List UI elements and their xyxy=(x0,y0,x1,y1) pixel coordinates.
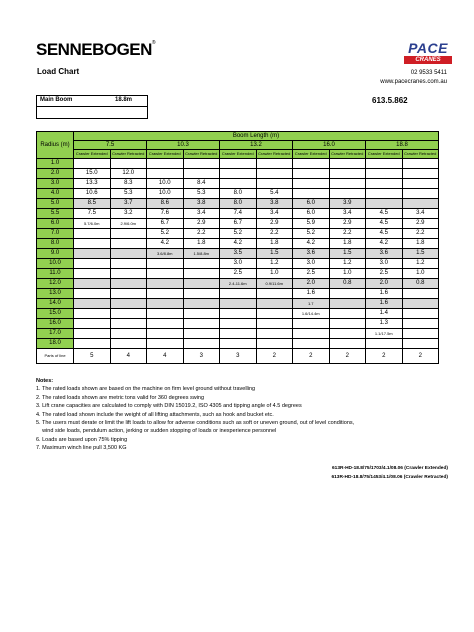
load-cell: 1.8 xyxy=(183,239,220,249)
boom-length-0: 7.5 xyxy=(74,141,147,150)
load-cell: 6.7 xyxy=(220,219,257,229)
load-cell: 4.2 xyxy=(293,239,330,249)
load-cell xyxy=(366,169,403,179)
load-cell: 5.9 xyxy=(293,219,330,229)
table-row xyxy=(37,319,439,329)
load-cell xyxy=(256,289,293,299)
load-cell: 13.3 xyxy=(74,179,111,189)
load-cell xyxy=(110,269,147,279)
load-cell: 3.4 xyxy=(329,209,366,219)
radius-value: 13.0 xyxy=(37,289,74,299)
table-row xyxy=(37,289,439,299)
table-row xyxy=(37,269,439,279)
radius-value: 6.0 xyxy=(37,219,74,229)
load-cell xyxy=(110,299,147,309)
load-cell xyxy=(402,159,439,169)
load-cell xyxy=(329,179,366,189)
load-cell xyxy=(147,159,184,169)
radius-value: 15.0 xyxy=(37,309,74,319)
load-cell xyxy=(220,339,257,349)
load-cell: 2.9/6.0m xyxy=(110,219,147,229)
parts-of-line-value: 5 xyxy=(74,349,111,364)
parts-of-line-value: 2 xyxy=(366,349,403,364)
chart-codes xyxy=(331,465,448,482)
load-cell: 3.0 xyxy=(366,259,403,269)
doc-title: Load Chart xyxy=(37,67,80,76)
load-cell xyxy=(402,319,439,329)
notes-list xyxy=(36,385,446,452)
load-cell xyxy=(293,159,330,169)
boom-length-3: 16.0 xyxy=(293,141,366,150)
load-cell: 0.9/11.6m xyxy=(256,279,293,289)
load-cell xyxy=(183,269,220,279)
load-cell: 2.2 xyxy=(183,229,220,239)
load-cell xyxy=(147,299,184,309)
load-cell xyxy=(74,299,111,309)
load-cell xyxy=(110,279,147,289)
load-cell: 3.4 xyxy=(256,209,293,219)
code-crawler-retracted: 613R-HD-18.8/75/1453/4.1/08.06 (Crawler Retracted) xyxy=(331,474,448,480)
load-cell xyxy=(366,189,403,199)
load-cell: 1.5 xyxy=(329,249,366,259)
note-item: 7. Maximum winch line pull 3,500 KG xyxy=(36,445,127,452)
load-cell: 10.0 xyxy=(147,189,184,199)
load-cell: 7.4 xyxy=(220,209,257,219)
crawler-retracted-label: Crawler Retracted xyxy=(329,150,366,159)
radius-value: 8.0 xyxy=(37,239,74,249)
load-cell xyxy=(220,309,257,319)
parts-of-line-value: 2 xyxy=(402,349,439,364)
load-cell: 1.6 xyxy=(293,289,330,299)
load-cell: 1.2 xyxy=(402,259,439,269)
load-cell xyxy=(329,309,366,319)
load-cell xyxy=(110,309,147,319)
note-item: 5. The users must derate or limit the lift loads to allow for adverse conditions such as soft or uneven ground, out of level conditions, xyxy=(36,420,355,427)
load-cell: 2.4-11.6m xyxy=(220,279,257,289)
load-cell xyxy=(329,339,366,349)
load-cell: 1.2 xyxy=(329,259,366,269)
load-cell: 8.4 xyxy=(183,179,220,189)
load-cell: 4.2 xyxy=(220,239,257,249)
load-cell xyxy=(183,299,220,309)
load-cell: 6.7 xyxy=(147,219,184,229)
boom-info-box xyxy=(36,95,148,119)
radius-value: 5.0 xyxy=(37,199,74,209)
radius-value: 14.0 xyxy=(37,299,74,309)
load-cell: 3.8 xyxy=(256,199,293,209)
load-cell: 2.5 xyxy=(366,269,403,279)
load-cell xyxy=(183,339,220,349)
table-row xyxy=(37,199,439,209)
radius-value: 1.0 xyxy=(37,159,74,169)
note-item: 4. The rated load shown include the weight of all lifting attachments, such as hook and bucket etc. xyxy=(36,411,274,418)
parts-of-line-value: 2 xyxy=(329,349,366,364)
load-cell xyxy=(220,329,257,339)
load-cell: 1.4 xyxy=(366,309,403,319)
boom-length-4: 18.8 xyxy=(366,141,439,150)
load-cell xyxy=(220,319,257,329)
load-cell xyxy=(402,289,439,299)
load-cell: 8.5 xyxy=(74,199,111,209)
load-cell: 1.0 xyxy=(256,269,293,279)
load-cell: 6.0 xyxy=(293,209,330,219)
website-link[interactable]: www.pacecranes.com.au xyxy=(380,79,447,85)
load-cell: 1.6 xyxy=(366,289,403,299)
load-cell xyxy=(220,159,257,169)
load-cell: 4.5 xyxy=(366,209,403,219)
parts-of-line-value: 4 xyxy=(110,349,147,364)
code-crawler-extended: 613R-HD-18.8/75/1703/4.1/08.06 (Crawler Extended) xyxy=(332,466,448,471)
load-cell xyxy=(220,299,257,309)
load-cell: 10.6 xyxy=(74,189,111,199)
radius-value: 7.0 xyxy=(37,229,74,239)
table-row xyxy=(37,339,439,349)
table-row xyxy=(37,249,439,259)
load-cell xyxy=(293,179,330,189)
radius-value: 3.0 xyxy=(37,179,74,189)
pace-logo-text: PACE xyxy=(408,40,448,56)
load-cell xyxy=(256,339,293,349)
parts-of-line-value: 2 xyxy=(293,349,330,364)
table-row xyxy=(37,169,439,179)
load-cell: 3.9 xyxy=(329,199,366,209)
load-cell xyxy=(147,259,184,269)
load-cell xyxy=(402,179,439,189)
load-cell: 3.2 xyxy=(110,209,147,219)
load-cell xyxy=(402,189,439,199)
load-cell xyxy=(110,259,147,269)
load-cell xyxy=(329,299,366,309)
table-row xyxy=(37,259,439,269)
table-row xyxy=(37,159,439,169)
load-chart-table xyxy=(36,131,439,364)
load-cell: 5.3 xyxy=(183,189,220,199)
load-cell xyxy=(366,159,403,169)
load-cell xyxy=(74,279,111,289)
load-cell: 5.7/6.0m xyxy=(74,219,111,229)
load-cell xyxy=(110,159,147,169)
note-item: wind side loads, pendulum action, jerking or sudden stopping of loads or inexperience personnel xyxy=(36,428,277,435)
load-cell xyxy=(147,289,184,299)
load-cell xyxy=(256,329,293,339)
radius-value: 4.0 xyxy=(37,189,74,199)
load-cell xyxy=(110,329,147,339)
notes-section xyxy=(36,377,446,453)
parts-of-line-label: Parts of line xyxy=(37,349,74,364)
radius-value: 16.0 xyxy=(37,319,74,329)
radius-value: 11.0 xyxy=(37,269,74,279)
load-cell xyxy=(74,259,111,269)
load-cell: 3.5 xyxy=(220,249,257,259)
table-row xyxy=(37,239,439,249)
crawler-extended-label: Crawler Extended xyxy=(220,150,257,159)
phone-number: 02 9533 5411 xyxy=(410,70,447,76)
cranes-logo-text: CRANES xyxy=(404,56,452,64)
radius-value: 9.0 xyxy=(37,249,74,259)
load-cell: 1.7 xyxy=(293,299,330,309)
load-cell: 1.8 xyxy=(402,239,439,249)
load-cell xyxy=(147,169,184,179)
load-cell: 4.2 xyxy=(366,239,403,249)
load-cell: 5.4 xyxy=(256,189,293,199)
load-cell xyxy=(256,179,293,189)
load-cell: 2.9 xyxy=(256,219,293,229)
load-cell: 2.2 xyxy=(329,229,366,239)
load-cell xyxy=(256,159,293,169)
load-cell xyxy=(74,339,111,349)
table-row xyxy=(37,279,439,289)
crawler-extended-label: Crawler Extended xyxy=(366,150,403,159)
load-cell: 7.5 xyxy=(74,209,111,219)
radius-value: 12.0 xyxy=(37,279,74,289)
load-cell xyxy=(329,289,366,299)
crawler-extended-label: Crawler Extended xyxy=(293,150,330,159)
load-cell: 5.2 xyxy=(147,229,184,239)
load-cell: 2.9 xyxy=(183,219,220,229)
load-cell xyxy=(402,309,439,319)
load-cell xyxy=(147,329,184,339)
load-cell xyxy=(183,259,220,269)
load-cell xyxy=(183,279,220,289)
load-cell: 5.2 xyxy=(220,229,257,239)
load-cell xyxy=(110,239,147,249)
table-row xyxy=(37,299,439,309)
parts-of-line-value: 3 xyxy=(183,349,220,364)
table-row xyxy=(37,179,439,189)
load-cell xyxy=(183,159,220,169)
table-row xyxy=(37,209,439,219)
load-cell xyxy=(74,159,111,169)
table-row xyxy=(37,309,439,319)
radius-header: Radius (m) xyxy=(37,132,74,159)
load-cell xyxy=(183,329,220,339)
load-cell xyxy=(256,299,293,309)
load-cell xyxy=(74,309,111,319)
load-cell: 12.0 xyxy=(110,169,147,179)
load-cell xyxy=(110,339,147,349)
load-cell: 1.8 xyxy=(256,239,293,249)
load-cell xyxy=(74,329,111,339)
load-cell: 2.0 xyxy=(293,279,330,289)
load-cell xyxy=(366,339,403,349)
load-cell: 3.7 xyxy=(110,199,147,209)
note-item: 1. The rated loads shown are based on the machine on firm level ground without travelling xyxy=(36,386,256,393)
load-cell: 4.5 xyxy=(366,229,403,239)
crawler-retracted-label: Crawler Retracted xyxy=(402,150,439,159)
parts-of-line-value: 3 xyxy=(220,349,257,364)
boom-length-2: 13.2 xyxy=(220,141,293,150)
load-cell xyxy=(183,289,220,299)
load-cell xyxy=(74,289,111,299)
load-cell: 3.0 xyxy=(293,259,330,269)
notes-title: Notes: xyxy=(36,378,54,384)
load-cell xyxy=(293,329,330,339)
load-cell: 2.2 xyxy=(256,229,293,239)
load-cell xyxy=(256,169,293,179)
radius-value: 10.0 xyxy=(37,259,74,269)
table-row xyxy=(37,219,439,229)
load-cell: 0.8 xyxy=(402,279,439,289)
pace-cranes-logo xyxy=(404,42,452,64)
boom-length-header: Boom Length (m) xyxy=(74,132,439,141)
load-cell xyxy=(220,179,257,189)
crawler-retracted-label: Crawler Retracted xyxy=(183,150,220,159)
load-cell xyxy=(366,199,403,209)
radius-value: 18.0 xyxy=(37,339,74,349)
load-cell: 3.6 xyxy=(293,249,330,259)
load-cell xyxy=(74,249,111,259)
load-cell xyxy=(402,339,439,349)
load-cell xyxy=(402,199,439,209)
boom-value: 18.8m xyxy=(115,97,133,103)
parts-of-line-value: 4 xyxy=(147,349,184,364)
load-cell: 3.4 xyxy=(402,209,439,219)
load-cell: 2.5 xyxy=(220,269,257,279)
table-row xyxy=(37,189,439,199)
load-cell: 4.5 xyxy=(366,219,403,229)
load-cell xyxy=(293,339,330,349)
load-cell: 3.8 xyxy=(183,199,220,209)
load-cell xyxy=(329,159,366,169)
table-row xyxy=(37,229,439,239)
load-cell: 4.2 xyxy=(147,239,184,249)
radius-value: 5.5 xyxy=(37,209,74,219)
load-cell: 1.0 xyxy=(329,269,366,279)
load-cell xyxy=(366,179,403,189)
load-cell: 3.0 xyxy=(220,259,257,269)
crawler-extended-label: Crawler Extended xyxy=(147,150,184,159)
load-cell xyxy=(329,189,366,199)
load-cell xyxy=(110,289,147,299)
note-item: 3. Lift crane capacities are calculated to comply with DIN 15019.2, ISO 4305 and tipping angle of 4.5 degrees xyxy=(36,403,302,410)
load-cell xyxy=(402,169,439,179)
load-cell: 1.5 xyxy=(402,249,439,259)
load-cell: 1.3 xyxy=(366,319,403,329)
load-cell: 3.6/8.8m xyxy=(147,249,184,259)
load-cell: 1.0 xyxy=(402,269,439,279)
load-cell: 0.8 xyxy=(329,279,366,289)
load-cell: 3.4 xyxy=(183,209,220,219)
load-cell xyxy=(74,319,111,329)
load-cell xyxy=(183,319,220,329)
sennebogen-logo: SENNEBOGEN® xyxy=(36,40,156,59)
load-cell xyxy=(183,309,220,319)
load-cell: 15.0 xyxy=(74,169,111,179)
load-cell: 6.0 xyxy=(293,199,330,209)
load-cell: 2.9 xyxy=(329,219,366,229)
load-cell xyxy=(74,229,111,239)
load-cell: 1.8 xyxy=(329,239,366,249)
load-cell: 1.6/14.4m xyxy=(293,309,330,319)
load-cell: 3.6 xyxy=(366,249,403,259)
load-cell xyxy=(293,319,330,329)
load-cell xyxy=(256,319,293,329)
load-cell xyxy=(402,329,439,339)
load-cell: 8.3 xyxy=(110,179,147,189)
load-cell xyxy=(293,169,330,179)
load-cell xyxy=(147,279,184,289)
load-cell: 2.9 xyxy=(402,219,439,229)
load-cell: 5.2 xyxy=(293,229,330,239)
table-row xyxy=(37,329,439,339)
radius-value: 17.0 xyxy=(37,329,74,339)
load-cell xyxy=(110,229,147,239)
load-cell xyxy=(293,189,330,199)
boom-length-1: 10.3 xyxy=(147,141,220,150)
load-cell xyxy=(329,169,366,179)
load-cell xyxy=(402,299,439,309)
load-cell xyxy=(147,269,184,279)
load-cell xyxy=(74,269,111,279)
note-item: 6. Loads are based upon 75% tipping xyxy=(36,436,128,443)
load-cell xyxy=(329,319,366,329)
model-number: 613.5.862 xyxy=(372,96,408,105)
load-cell xyxy=(256,309,293,319)
load-cell xyxy=(220,289,257,299)
load-cell xyxy=(220,169,257,179)
load-cell: 2.5 xyxy=(293,269,330,279)
crawler-retracted-label: Crawler Retracted xyxy=(110,150,147,159)
load-cell xyxy=(110,249,147,259)
load-cell: 8.6 xyxy=(147,199,184,209)
note-item: 2. The rated loads shown are metric tons valid for 360 degrees swing xyxy=(36,394,205,401)
load-cell xyxy=(147,309,184,319)
boom-label: Main Boom xyxy=(40,97,73,103)
load-cell xyxy=(147,339,184,349)
load-cell: 5.3 xyxy=(110,189,147,199)
load-cell xyxy=(183,169,220,179)
load-cell: 10.0 xyxy=(147,179,184,189)
load-cell: 2.0 xyxy=(366,279,403,289)
radius-value: 2.0 xyxy=(37,169,74,179)
load-cell: 8.0 xyxy=(220,189,257,199)
load-cell xyxy=(147,319,184,329)
load-cell: 1.6 xyxy=(366,299,403,309)
load-cell xyxy=(329,329,366,339)
load-cell xyxy=(110,319,147,329)
load-cell: 1.5 xyxy=(256,249,293,259)
load-cell: 1.2 xyxy=(256,259,293,269)
load-cell: 2.2 xyxy=(402,229,439,239)
load-cell: 8.0 xyxy=(220,199,257,209)
load-cell: 1.5/8.8m xyxy=(183,249,220,259)
load-cell: 1.1/17.5m xyxy=(366,329,403,339)
parts-of-line-value: 2 xyxy=(256,349,293,364)
crawler-extended-label: Crawler Extended xyxy=(74,150,111,159)
crawler-retracted-label: Crawler Retracted xyxy=(256,150,293,159)
load-cell xyxy=(74,239,111,249)
load-cell: 7.6 xyxy=(147,209,184,219)
